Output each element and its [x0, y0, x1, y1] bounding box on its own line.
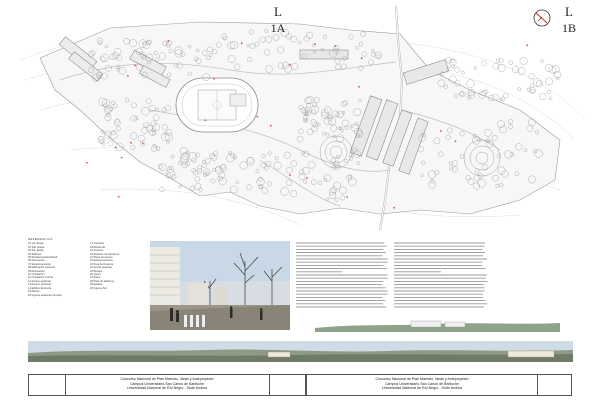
- title-block-right-logo-cell: [537, 375, 573, 395]
- legend-item: 12 Acceso peatonal: [28, 279, 51, 283]
- legend-item: 26 Vivero: [90, 273, 101, 277]
- legend-item: 30 Ingreso Sur: [90, 286, 108, 290]
- tree-symbol: [556, 77, 559, 80]
- legend-item: 15 Plazas: [28, 290, 40, 294]
- title-left-line-1: Concurso Nacional de Plan Maestro, Ideas y Anteproyecto: [120, 377, 214, 381]
- title-block-right: [306, 374, 572, 396]
- reference-marker: [118, 196, 120, 198]
- reference-marker: [204, 119, 206, 121]
- tree-symbol: [492, 94, 498, 100]
- title-right-line-3: Universidad Nacional de Río Negro - Sede Andina: [382, 386, 462, 391]
- legend-item: 09 Recreación: [28, 269, 45, 273]
- legend-item: 28 Pista de atletismo: [90, 279, 115, 283]
- tree-symbol: [461, 71, 464, 74]
- legend-item: 14 Edificio Existente: [28, 286, 52, 290]
- sheet-label-left: [268, 5, 288, 34]
- legend-item: 10 Circulación: [28, 273, 45, 277]
- legend-item: 19 Accesos: [90, 249, 104, 253]
- title-right-line-1: Concurso Nacional de Plan Maestro, Ideas y Anteproyecto: [375, 377, 469, 381]
- reference-marker: [314, 43, 316, 45]
- tree-symbol: [539, 93, 546, 100]
- legend-item: 08 Edificación existente: [28, 266, 56, 270]
- legend-item: 03 3ra. Etapa: [28, 249, 44, 253]
- title-block-left-text-cell: [65, 375, 270, 395]
- title-block-left: [28, 374, 306, 396]
- legend: [28, 238, 146, 338]
- reference-marker: [455, 140, 457, 142]
- description-text-1: [296, 241, 388, 311]
- legend-item: 29 Estadio: [90, 283, 103, 287]
- tree-symbol: [509, 61, 513, 65]
- sheet-label-right: [559, 5, 579, 34]
- reference-marker: [213, 78, 215, 80]
- legend-column-1: [28, 242, 84, 297]
- legend-item: 24 Senda peatonal: [90, 266, 112, 270]
- legend-item: 01 1ra. Etapa: [28, 242, 44, 246]
- reference-marker: [86, 162, 88, 164]
- reference-marker: [127, 75, 129, 77]
- reference-marker: [358, 86, 360, 88]
- tree-symbol: [466, 80, 474, 88]
- legend-item: 13 Acceso vehicular: [28, 283, 52, 287]
- tree-symbol: [484, 90, 488, 94]
- tree-symbol: [481, 61, 486, 66]
- tree-symbol: [512, 66, 519, 73]
- legend-item: 17 Canchas: [90, 242, 104, 246]
- tree-symbol: [536, 81, 542, 87]
- tree-symbol: [503, 93, 508, 98]
- legend-item: 16 Ingreso peatonal principal: [28, 293, 62, 297]
- tree-symbol: [451, 65, 454, 68]
- perspective-render: [150, 241, 290, 330]
- sheet-label-right-letter: L: [565, 4, 573, 19]
- legend-item: 06 Recreación: [28, 259, 45, 263]
- tree-symbol: [545, 78, 552, 85]
- legend-item: 05 Residencia Estudiantil: [28, 256, 58, 260]
- description-text-2: [394, 241, 488, 311]
- reference-marker: [393, 207, 395, 209]
- tree-symbol: [520, 57, 527, 64]
- tree-symbol: [531, 89, 535, 93]
- panoramic-section: [28, 341, 573, 362]
- reference-marker: [289, 174, 291, 176]
- legend-item: 21 Plaza de acceso: [90, 256, 113, 260]
- sheet-label-left-letter: L: [274, 4, 282, 19]
- title-left-line-2: Campus Universitario San Carlos de Bariloche: [129, 381, 205, 386]
- legend-item: 07 Estacionamiento: [28, 262, 51, 266]
- tree-symbol: [547, 90, 550, 93]
- tree-symbol: [496, 59, 500, 63]
- tree-symbol: [108, 141, 113, 146]
- reference-marker: [289, 64, 291, 66]
- legend-item: 18 Bicisenda: [90, 245, 105, 249]
- legend-item: 02 2da. Etapa: [28, 245, 45, 249]
- tree-symbol: [501, 97, 505, 101]
- reference-marker: [335, 45, 337, 47]
- reference-marker: [241, 42, 243, 44]
- reference-marker: [306, 177, 308, 179]
- reference-marker: [121, 157, 123, 159]
- reference-marker: [526, 44, 528, 46]
- tree-symbol: [533, 79, 541, 87]
- reference-marker: [134, 65, 136, 67]
- stadium: [176, 78, 258, 132]
- reference-marker: [115, 147, 117, 149]
- reference-marker: [142, 143, 144, 145]
- title-block-right-text-cell: [307, 375, 538, 395]
- tree-symbol: [518, 67, 525, 74]
- legend-item: 20 Estación de colectivos: [90, 252, 120, 256]
- title-block-left-logo-cell: [29, 375, 66, 395]
- legend-item: 27 Plaza: [90, 276, 101, 280]
- reference-marker: [346, 196, 348, 198]
- reference-marker: [168, 40, 170, 42]
- legend-item: 22 Estacionamiento: [90, 259, 113, 263]
- legend-item: 04 Edificios: [28, 252, 42, 256]
- tree-symbol: [541, 60, 544, 63]
- reference-marker: [440, 130, 442, 132]
- legend-item: 11 Circulación interna: [28, 276, 53, 280]
- tree-symbol: [474, 67, 477, 70]
- reference-marker: [361, 57, 363, 59]
- tree-symbol: [498, 64, 506, 72]
- tree-symbol: [455, 67, 460, 72]
- north-arrow-icon: [534, 10, 550, 26]
- legend-column-2: [90, 242, 146, 297]
- reference-marker: [270, 125, 272, 127]
- sheet-label-right-code: 1B: [561, 21, 576, 35]
- tree-symbol: [160, 187, 165, 192]
- title-right-line-2: Campus Universitario San Carlos de Bariloche: [384, 381, 460, 386]
- legend-item: 23 Área de Reserva: [90, 262, 114, 266]
- tree-symbol: [529, 73, 535, 79]
- elevation-strip: [315, 318, 560, 332]
- tree-symbol: [500, 98, 503, 101]
- legend-item: 25 Bosque: [90, 269, 103, 273]
- tree-symbol: [518, 88, 521, 91]
- legend-title: REFERENCIAS: [28, 238, 53, 241]
- reference-marker: [256, 116, 258, 118]
- tree-symbol: [179, 185, 182, 188]
- tree-symbol: [549, 97, 552, 100]
- title-left-line-3: Universidad Nacional de Río Negro - Sede Andina: [127, 386, 207, 391]
- reference-marker: [130, 142, 132, 144]
- sheet-label-left-code: 1A: [270, 21, 286, 35]
